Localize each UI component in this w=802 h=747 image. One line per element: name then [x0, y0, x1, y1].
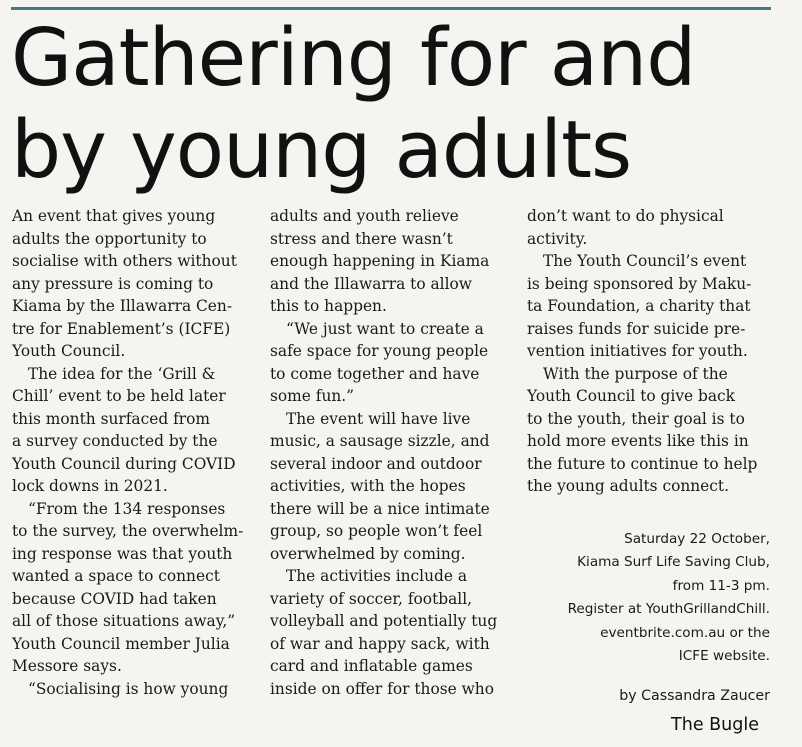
text-line: is being sponsored by Maku-: [527, 274, 752, 293]
event-info: [568, 528, 770, 668]
text-line: “From the 134 responses: [28, 499, 226, 518]
text-line: all of those situations away,”: [12, 612, 236, 630]
text-line: adults the opportunity to: [12, 229, 207, 248]
top-rule: [11, 7, 771, 10]
text-line: Chill’ event to be held later: [12, 387, 226, 405]
event-register-alt: ICFE website.: [678, 648, 770, 665]
text-line: the young adults connect.: [527, 477, 729, 495]
event-register-line: Register at YouthGrillandChill.: [567, 601, 770, 618]
text-line: Kiama by the Illawarra Cen-: [12, 297, 233, 315]
text-line: any pressure is coming to: [12, 274, 214, 293]
text-line: card and inflatable games: [270, 657, 473, 675]
text-line: music, a sausage sizzle, and: [270, 432, 490, 450]
text-line: Youth Council to give back: [527, 387, 735, 405]
headline-line-2: by young adults: [11, 104, 632, 196]
text-line: to the survey, the overwhelm-: [12, 522, 244, 540]
text-line: volleyball and potentially tug: [270, 612, 498, 630]
text-line: don’t want to do physical: [527, 207, 724, 225]
event-time: from 11-3 pm.: [672, 577, 770, 594]
text-line: and the Illawarra to allow: [270, 274, 472, 293]
text-line: The event will have live: [286, 409, 471, 428]
text-line: group, so people won’t feel: [270, 522, 483, 540]
text-line: overwhelmed by coming.: [270, 544, 466, 563]
text-line: a survey conducted by the: [12, 432, 218, 450]
text-line: ta Foundation, a charity that: [527, 297, 751, 315]
text-line: With the purpose of the: [543, 364, 728, 383]
text-line: stress and there wasn’t: [270, 229, 453, 248]
headline-line-1: Gathering for and: [11, 12, 696, 104]
text-line: tre for Enablement’s (ICFE): [12, 319, 231, 338]
event-date: Saturday 22 October,: [624, 531, 770, 547]
text-line: lock downs in 2021.: [12, 477, 168, 495]
event-venue: Kiama Surf Life Saving Club,: [577, 554, 770, 571]
text-line: activities, with the hopes: [270, 477, 466, 495]
text-line: some fun.”: [270, 387, 355, 405]
text-line: there will be a nice intimate: [270, 499, 490, 518]
text-line: of war and happy sack, with: [270, 634, 490, 653]
text-line: this month surfaced from: [12, 409, 210, 428]
text-line: to come together and have: [270, 364, 480, 383]
text-line: Youth Council during COVID: [12, 454, 236, 473]
text-line: The idea for the ‘Grill &: [28, 364, 216, 383]
text-line: wanted a space to connect: [12, 567, 220, 585]
text-line: variety of soccer, football,: [270, 589, 473, 608]
text-line: Messore says.: [12, 657, 122, 675]
text-line: socialise with others without: [12, 252, 237, 270]
text-line: vention initiatives for youth.: [527, 342, 748, 360]
text-line: hold more events like this in: [527, 432, 749, 450]
text-line: safe space for young people: [270, 342, 489, 360]
text-line: adults and youth relieve: [270, 207, 459, 225]
article-column-3: [527, 205, 775, 498]
text-line: Youth Council member Julia: [12, 634, 230, 653]
text-line: Youth Council.: [12, 342, 126, 360]
article-column-2: [270, 205, 518, 700]
byline: by Cassandra Zaucer: [619, 688, 770, 704]
text-line: ing response was that youth: [12, 544, 233, 563]
text-line: activity.: [527, 229, 588, 248]
text-line: the future to continue to help: [527, 454, 758, 473]
text-line: The activities include a: [286, 567, 468, 585]
publication-name: The Bugle: [671, 715, 759, 735]
text-line: to the youth, their goal is to: [527, 409, 745, 428]
text-line: enough happening in Kiama: [270, 252, 490, 270]
event-register-url: eventbrite.com.au or the: [600, 624, 770, 641]
text-line: raises funds for suicide pre-: [527, 319, 746, 338]
text-line: this to happen.: [270, 297, 387, 315]
text-line: because COVID had taken: [12, 589, 217, 608]
text-line: several indoor and outdoor: [270, 454, 482, 473]
text-line: An event that gives young: [12, 207, 216, 225]
text-line: “Socialising is how young: [28, 679, 229, 698]
headline: [11, 12, 791, 196]
text-line: inside on offer for those who: [270, 679, 494, 698]
article-column-1: [12, 205, 260, 700]
text-line: The Youth Council’s event: [543, 252, 747, 270]
text-line: “We just want to create a: [286, 319, 484, 338]
